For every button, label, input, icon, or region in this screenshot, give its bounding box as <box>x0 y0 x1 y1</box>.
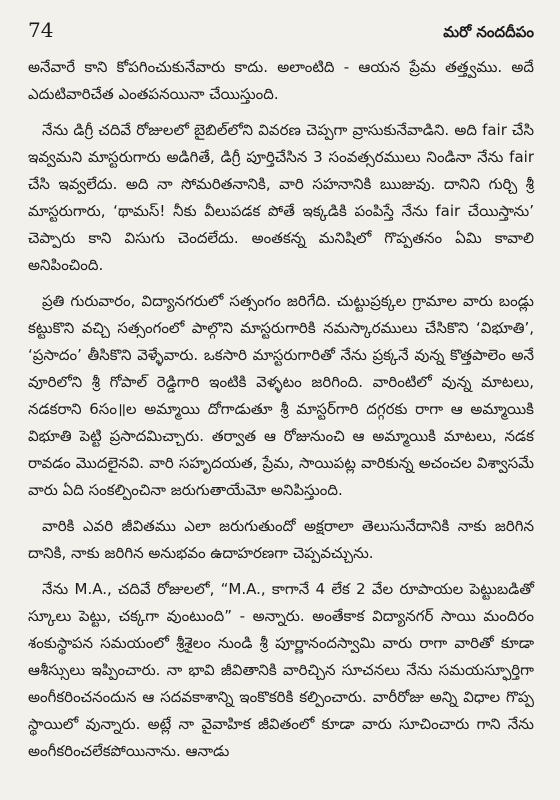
paragraph: అనేవారే కాని కోపగించుకునేవారు కాదు. అలాంటిది - ఆయన ప్రేమ తత్త్వము. అదే ఎదుటివారిచేత ఎంతపనయినా చేయిస్తుంది. <box>28 58 534 103</box>
paragraph: వారికి ఎవరి జీవితము ఎలా జరుగుతుందో అక్షరాలా తెలుసునేదానికి నాకు జరిగిన దానికి, నాకు జరిగిన అనుభవం ఉదాహరణగా చెప్పవచ్చును. <box>28 517 534 562</box>
page-body <box>28 54 534 765</box>
page-header <box>28 18 534 48</box>
paragraph: నేను డిగ్రీ చదివే రోజులలో బైబిల్‌లోని వివరణ చెప్పగా వ్రాసుకునేవాడిని. అది fair చేసి ఇవ్వమని మాస్టరుగారు అడిగితే, డిగ్రీ పూర్తిచేసిన 3 సంవత్సరములు నిండినా నేను fair చేసి ఇవ్వలేదు. అది నా సోమరితనానికి, వారి సహనానికి ఋజువు. దానిని గుర్చి శ్రీ మాస్టరుగారు, ‘థామస్! నీకు వీలుపడక పోతే ఇక్కడికి పంపిస్తే నేను fair చేయిస్తాను’ చెప్పారు కాని విసుగు చెందలేదు. అంతకన్న మనిషిలో గొప్పతనం ఏమి కావాలి అనిపించింది. <box>28 121 534 274</box>
running-title: మరో నందదీపం <box>443 23 534 41</box>
paragraph: నేను M.A., చదివే రోజులలో, “M.A., కాగానే 4 లేక 2 వేల రూపాయల పెట్టుబడితో స్కూలు పెట్టు, చక్కగా వుంటుంది” - అన్నారు. అంతేకాక విద్యానగర్ సాయి మందిరం శంకుస్థాపన సమయంలో శ్రీశైలం నుండి శ్రీ పూర్ణానందస్వామి వారు రాగా వారితో కూడా ఆశీస్సులు ఇప్పించారు. నా భావి జీవితానికి వారిచ్చిన సూచనలు నేను సమయస్ఫూర్తిగా అంగీకరించనందున ఆ సదవకాశాన్ని ఇంకొకరికి కల్పించారు. వారీరోజు అన్ని విధాల గొప్ప స్థాయిలో వున్నారు. అట్లే నా వైవాహిక జీవితంలో కూడా వారు సూచించారు గాని నేను అంగీకరించలేకపోయినాను. ఆనాడు <box>28 580 534 760</box>
paragraph: ప్రతి గురువారం, విద్యానగరులో సత్సంగం జరిగేది. చుట్టుప్రక్కల గ్రామాల వారు బండ్లు కట్టుకొని వచ్చి సత్సంగంలో పాల్గొని మాస్టరుగారికి నమస్కారములు చేసికొని ‘విభూతి’, ‘ప్రసాదం’ తీసికొని వెళ్ళేవారు. ఒకసారి మాస్టరుగారితో నేను ప్రక్కనే వున్న కొత్తపాలెం అనే వూరిలోని శ్రీ గోపాల్ రెడ్డిగారి ఇంటికి వెళ్ళటం జరిగింది. వారింటిలో వున్న మాటలు, నడకరాని 6సం॥ల అమ్మాయి దోగాడుతూ శ్రీ మాస్టర్‌గారి దగ్గరకు రాగా ఆ అమ్మాయికి విభూతి పెట్టి ప్రసాదమిచ్చారు. తర్వాత ఆ రోజునుంచి ఆ అమ్మాయికి మాటలు, నడక రావడం మొదలైనవి. వారి సహృదయత, ప్రేమ, సాయిపట్ల వారికున్న అచంచల విశ్వాసమే వారు ఏది సంకల్పించినా జరుగుతాయేమో అనిపిస్తుంది. <box>28 292 534 499</box>
page-number: 74 <box>28 18 54 42</box>
